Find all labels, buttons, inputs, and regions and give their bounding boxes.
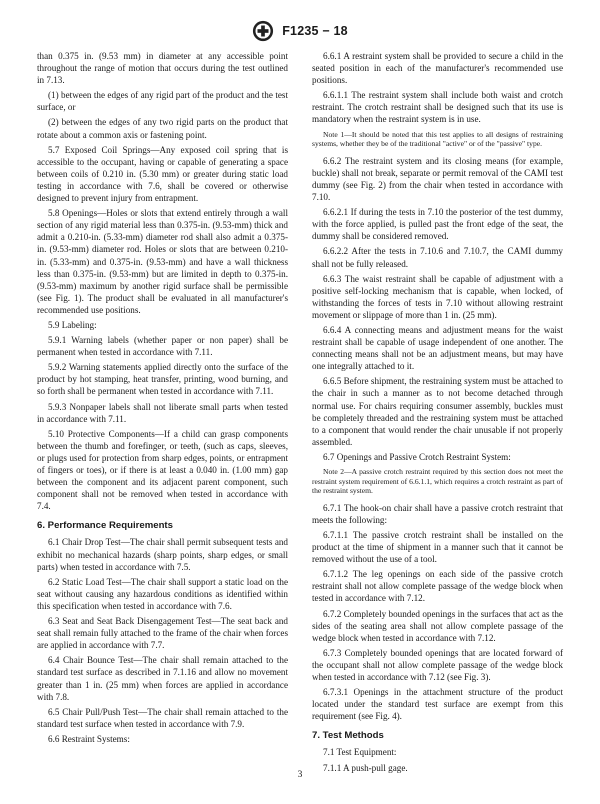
paragraph: 6.5 Chair Pull/Push Test—The chair shall remain attached to the standard test surface when tested in accordance with 7.9. bbox=[37, 706, 288, 729]
section-heading: 7. Test Methods bbox=[312, 730, 384, 742]
paragraph: 5.8 Openings—Holes or slots that extend entirely through a wall section of any rigid material less than 0.375-in. (9.53-mm) thick and admit a 0.210-in. (5.33-mm) diameter rod shall also admit a 0.375-in. (9.53-mm) diameter rod. Holes or slots that are between 0.210-in. (5.33-mm) and 0.375-in. (9.53-mm) and have a wall thickness less than 0.375-in. (9.53-mm) but are limited in depth to 0.375-in. (9.53-mm) maximum by another rigid surface shall be permissible (see Fig. 1). The product shall be evaluated in all manufacturer's recommended use positions. bbox=[37, 208, 288, 315]
paragraph: 6.7.3.1 Openings in the attachment structure of the product located under the standard test surface are exempt from this requirement (see Fig. 4). bbox=[312, 687, 563, 722]
paragraph: 5.9 Labeling: bbox=[48, 319, 97, 330]
paragraph: (2) between the edges of any two rigid parts on the product that rotate about a common axis or fastening point. bbox=[37, 117, 288, 140]
paragraph: 6.6.2.1 If during the tests in 7.10 the posterior of the test dummy, with the force applied, is pulled past the front edge of the seat, the dummy shall be considered removed. bbox=[312, 207, 563, 242]
page-header bbox=[0, 20, 600, 42]
note-paragraph: Note 2—A passive crotch restraint required by this section does not meet the restraint system requirement of 6.6.1.1, which requires a crotch restraint as part of the restraint system. bbox=[312, 467, 563, 496]
paragraph: 6.6.5 Before shipment, the restraining system must be attached to the chair in such a manner as to not become detached through normal use. For chairs requiring consumer assembly, buckles must be completely threaded and the restraining system must be attached to a component that would render the chair unusable if not properly assembled. bbox=[312, 376, 563, 447]
paragraph: 5.10 Protective Components—If a child can grasp components between the thumb and forefinger, or teeth, (such as caps, sleeves, or plugs used for protection from sharp edges, points, or entrapment of fingers or toes), or if there is at least a 0.040 in. (1.00 mm) gap between the component and its adjacent parent component, such component shall not be removed when tested in accordance with 7.4. bbox=[37, 428, 288, 512]
paragraph: than 0.375 in. (9.53 mm) in diameter at any accessible point throughout the range of motion that occurs during the test outlined in 7.13. bbox=[37, 51, 288, 86]
paragraph: 5.9.1 Warning labels (whether paper or non paper) shall be permanent when tested in accordance with 7.11. bbox=[37, 335, 288, 358]
paragraph: 6.7 Openings and Passive Crotch Restraint System: bbox=[323, 451, 511, 462]
paragraph: 5.9.2 Warning statements applied directly onto the surface of the product by hot stamping, heat transfer, printing, wood burning, and so forth shall be permanent when tested in accordance with 7.11. bbox=[37, 362, 288, 397]
paragraph: 7.1 Test Equipment: bbox=[323, 747, 397, 758]
paragraph: (1) between the edges of any rigid part of the product and the test surface, or bbox=[37, 90, 288, 113]
page-number: 3 bbox=[297, 770, 303, 780]
left-column bbox=[37, 50, 288, 748]
paragraph: 6.7.3 Completely bounded openings that are located forward of the occupant shall not allow complete passage of the wedge block when tested in accordance with 7.12 (see Fig. 3). bbox=[312, 647, 563, 682]
paragraph: 6.6 Restraint Systems: bbox=[48, 733, 130, 744]
paragraph: 6.7.1.2 The leg openings on each side of the passive crotch restraint shall not allow complete passage of the wedge block when tested in accordance with 7.12. bbox=[312, 569, 563, 604]
section-heading: 6. Performance Requirements bbox=[37, 520, 173, 532]
paragraph: 6.4 Chair Bounce Test—The chair shall remain attached to the standard test surface as described in 7.1.16 and allow no movement greater than 1 in. (25 mm) when forces are applied in accordance with 7.8. bbox=[37, 655, 288, 702]
note-paragraph: Note 1—It should be noted that this test applies to all designs of restraining systems, whether they be of the traditional "active" or of the "passive" type. bbox=[312, 129, 563, 149]
paragraph: 5.7 Exposed Coil Springs—Any exposed coil spring that is accessible to the occupant, having or capable of generating a space between coils of 0.210 in. (5.30 mm) or greater during static load testing in accordance with 7.6, shall be covered or otherwise designed to prevent injury from entrapment. bbox=[37, 144, 288, 204]
paragraph: 6.7.1 The hook-on chair shall have a passive crotch restraint that meets the following: bbox=[312, 502, 563, 525]
astm-logo-icon bbox=[252, 20, 274, 42]
paragraph: 6.1 Chair Drop Test—The chair shall permit subsequent tests and exhibit no mechanical hazards (sharp points, sharp edges, or small parts) when tested in accordance with 7.5. bbox=[37, 537, 288, 572]
paragraph: 5.9.3 Nonpaper labels shall not liberate small parts when tested in accordance with 7.11. bbox=[37, 401, 288, 424]
paragraph: 6.6.4 A connecting means and adjustment means for the waist restraint shall be capable of usage independent of one another. The connecting means shall not be an adjustment means, but may have one integrally attached to it. bbox=[312, 324, 563, 372]
paragraph: 7.1.1 A push-pull gage. bbox=[323, 762, 408, 773]
paragraph: 6.6.3 The waist restraint shall be capable of adjustment with a positive self-locking mechanism that is capable, when locked, of withstanding the forces of tests in 7.10 without allowing restraint movement or slippage of more than 1 in. (25 mm). bbox=[312, 273, 563, 320]
paragraph: 6.7.2 Completely bounded openings in the surfaces that act as the sides of the seating area shall not allow complete passage of the wedge block when tested in accordance with 7.12. bbox=[312, 608, 563, 643]
paragraph: 6.3 Seat and Seat Back Disengagement Test—The seat back and seat shall remain fully attached to the frame of the chair when forces are applied in accordance with 7.7. bbox=[37, 616, 288, 651]
paragraph: 6.6.1 A restraint system shall be provided to secure a child in the seated position in each of the manufacturer's recommended use positions. bbox=[312, 51, 563, 86]
standard-designation: F1235 − 18 bbox=[282, 24, 348, 38]
right-column bbox=[312, 50, 563, 777]
paragraph: 6.7.1.1 The passive crotch restraint shall be installed on the product at the time of shipment in a manner such that it cannot be removed without the use of a tool. bbox=[312, 529, 563, 565]
paragraph: 6.2 Static Load Test—The chair shall support a static load on the seat without causing any hazardous conditions as identified within this specification when tested in accordance with 7.6. bbox=[37, 576, 288, 611]
paragraph: 6.6.1.1 The restraint system shall include both waist and crotch restraint. The crotch restraint shall be designed such that its use is mandatory when the restraint system is in use. bbox=[312, 90, 563, 125]
paragraph: 6.6.2.2 After the tests in 7.10.6 and 7.10.7, the CAMI dummy shall not be fully released. bbox=[312, 246, 563, 269]
paragraph: 6.6.2 The restraint system and its closing means (for example, buckle) shall not break, separate or permit removal of the CAMI test dummy (see Fig. 2) from the chair when tested in accordance with 7.10. bbox=[312, 155, 563, 203]
